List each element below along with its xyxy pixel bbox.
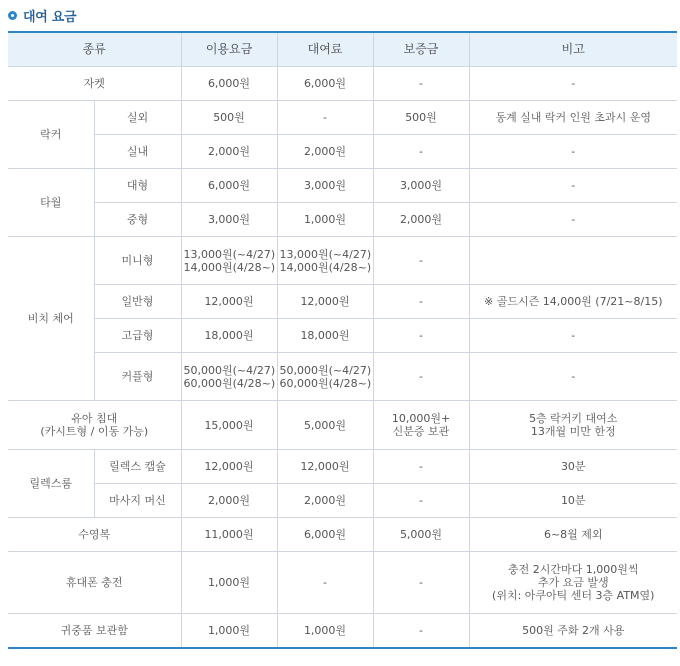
sub-item-name: 일반형 [94,285,181,319]
rent-line: 50,000원(~4/27) [279,363,372,377]
fee-cell: 2,000원 [181,135,277,169]
note-cell [469,401,677,450]
deposit-line: 10,000원+ [391,412,451,425]
table-row [8,401,677,450]
note-cell [469,237,677,285]
rent-cell: 5,000원 [277,401,373,450]
item-name-line: (카시트형 / 이동 가능) [40,425,149,438]
deposit-cell: - [373,353,469,401]
sub-item-name: 고급형 [94,319,181,353]
rent-cell: 2,000원 [277,484,373,518]
header-deposit: 보증금 [373,32,469,67]
header-note: 비고 [469,32,677,67]
sub-item-name: 릴렉스 캡슐 [94,450,181,484]
fee-cell: 6,000원 [181,67,277,101]
note-line: (위치: 아쿠아틱 센터 3층 ATM옆) [492,589,655,602]
table-row [8,237,677,285]
deposit-cell: - [373,135,469,169]
rent-cell: - [277,552,373,614]
table-row [8,319,677,353]
section-header [8,4,76,26]
table-row [8,101,677,135]
group-name: 비치 체어 [8,237,94,401]
deposit-cell: - [373,552,469,614]
table-row [8,285,677,319]
note-cell: 동계 실내 락커 인원 초과시 운영 [469,101,677,135]
note-cell: - [469,169,677,203]
fee-cell [181,353,277,401]
group-name: 릴렉스룸 [8,450,94,518]
table-row [8,450,677,484]
deposit-cell: - [373,237,469,285]
note-cell: - [469,353,677,401]
rent-cell: 6,000원 [277,518,373,552]
table-row [8,518,677,552]
fee-line: 60,000원(4/28~) [183,376,276,390]
section-title: 대여 요금 [23,9,77,25]
deposit-cell: 2,000원 [373,203,469,237]
table-header-row [8,32,677,67]
rent-cell: 1,000원 [277,203,373,237]
fee-line: 14,000원(4/28~) [183,260,276,274]
sub-item-name: 대형 [94,169,181,203]
group-name: 타월 [8,169,94,237]
item-name [8,401,181,450]
deposit-cell: - [373,319,469,353]
fee-cell [181,237,277,285]
rental-fee-table [8,31,677,649]
rent-cell [277,353,373,401]
sub-item-name: 실내 [94,135,181,169]
table-row [8,203,677,237]
rent-line: 14,000원(4/28~) [279,260,372,274]
deposit-cell: - [373,67,469,101]
item-name: 귀중품 보관함 [8,614,181,649]
sub-item-name: 중형 [94,203,181,237]
table-row [8,135,677,169]
fee-cell: 3,000원 [181,203,277,237]
table-row [8,552,677,614]
note-line: 5층 락커키 대여소 [529,412,618,425]
note-cell: 500원 주화 2개 사용 [469,614,677,649]
deposit-cell: 500원 [373,101,469,135]
fee-cell: 11,000원 [181,518,277,552]
note-line: 추가 요금 발생 [537,576,609,589]
rent-cell: 3,000원 [277,169,373,203]
fee-cell: 2,000원 [181,484,277,518]
deposit-cell: - [373,614,469,649]
note-cell: ※ 골드시즌 14,000원 (7/21~8/15) [469,285,677,319]
item-name: 수영복 [8,518,181,552]
note-cell: - [469,67,677,101]
deposit-cell: 5,000원 [373,518,469,552]
table-row [8,67,677,101]
fee-cell: 12,000원 [181,285,277,319]
rent-cell: 12,000원 [277,285,373,319]
sub-item-name: 커플형 [94,353,181,401]
header-rent: 대여료 [277,32,373,67]
deposit-cell: 3,000원 [373,169,469,203]
header-type: 종류 [8,32,181,67]
table-row [8,484,677,518]
rent-line: 13,000원(~4/27) [279,247,372,261]
table-row [8,353,677,401]
fee-cell: 500원 [181,101,277,135]
note-line: 충전 2시간마다 1,000원씩 [508,563,639,576]
deposit-line: 신분증 보관 [392,425,450,438]
note-cell [469,552,677,614]
table-row [8,614,677,649]
fee-cell: 18,000원 [181,319,277,353]
rent-cell [277,237,373,285]
item-name-line: 유아 침대 [71,412,118,425]
note-cell: 6~8월 제외 [469,518,677,552]
item-name: 자켓 [8,67,181,101]
deposit-cell: - [373,484,469,518]
fee-cell: 1,000원 [181,614,277,649]
rent-cell: 2,000원 [277,135,373,169]
group-name: 락커 [8,101,94,169]
rent-cell: 6,000원 [277,67,373,101]
rent-cell: 18,000원 [277,319,373,353]
rent-line: 60,000원(4/28~) [279,376,372,390]
circle-bullet-icon [8,11,17,20]
item-name: 휴대폰 충전 [8,552,181,614]
deposit-cell: - [373,450,469,484]
fee-cell: 15,000원 [181,401,277,450]
rent-cell: - [277,101,373,135]
note-cell: - [469,135,677,169]
sub-item-name: 실외 [94,101,181,135]
fee-cell: 12,000원 [181,450,277,484]
note-cell: 10분 [469,484,677,518]
sub-item-name: 마사지 머신 [94,484,181,518]
note-cell: - [469,319,677,353]
fee-cell: 6,000원 [181,169,277,203]
note-cell: 30분 [469,450,677,484]
sub-item-name: 미니형 [94,237,181,285]
note-cell: - [469,203,677,237]
deposit-cell: - [373,285,469,319]
deposit-cell [373,401,469,450]
rent-cell: 12,000원 [277,450,373,484]
note-line: 13개월 미만 한정 [530,425,616,438]
fee-cell: 1,000원 [181,552,277,614]
fee-line: 13,000원(~4/27) [183,247,276,261]
fee-line: 50,000원(~4/27) [183,363,276,377]
header-fee: 이용요금 [181,32,277,67]
rent-cell: 1,000원 [277,614,373,649]
table-row [8,169,677,203]
